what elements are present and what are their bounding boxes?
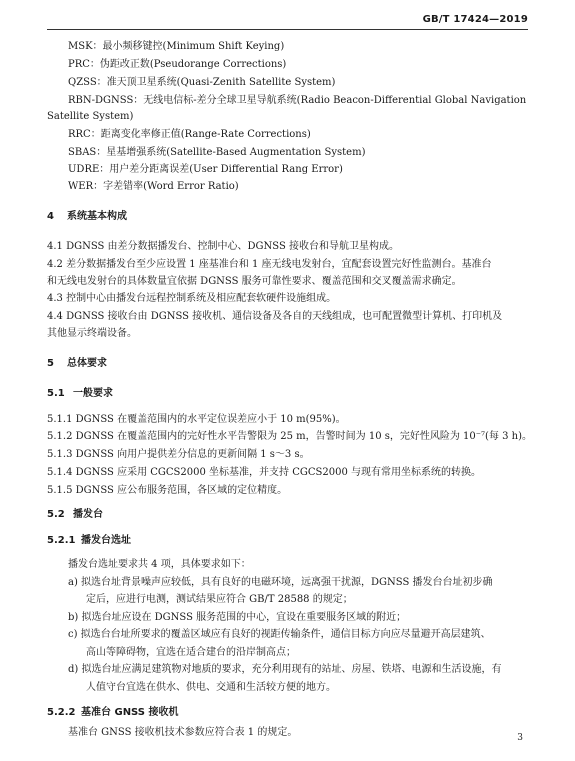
section-5-heading [47, 357, 107, 371]
abbr-rbn-cont: Satellite System) [47, 111, 134, 122]
section-5-1-title: 一般要求 [73, 388, 113, 399]
section-5-2-title: 播发台 [73, 509, 103, 520]
siting-item-d-cont: 人值守台宜选在供水、供电、交通和生活较方便的地方。 [86, 682, 336, 693]
para-5-2-2: 基准台 GNSS 接收机技术参数应符合表 1 的规定。 [68, 727, 298, 738]
siting-item-a-cont: 定后，应进行电测，测试结果应符合 GB/T 28588 的规定； [86, 594, 353, 605]
para-4-4: 4.4 DGNSS 接收台由 DGNSS 接收机、通信设备及各自的天线组成，也可配置微型计算机、打印机及 [47, 311, 503, 322]
section-4-heading [47, 210, 127, 224]
section-5-2-1-number: 5.2.1 [47, 535, 76, 546]
section-5-number: 5 [47, 358, 54, 369]
section-5-2-2-number: 5.2.2 [47, 707, 76, 718]
abbr-sbas: SBAS：星基增强系统(Satellite-Based Augmentation System) [68, 147, 366, 158]
section-5-2-heading [47, 508, 103, 522]
abbr-qzss: QZSS：准天顶卫星系统(Quasi-Zenith Satellite System) [68, 77, 336, 88]
section-5-2-number: 5.2 [47, 509, 65, 520]
para-4-1: 4.1 DGNSS 由差分数据播发台、控制中心、DGNSS 接收台和导航卫星构成。 [47, 241, 400, 252]
section-4-title: 系统基本构成 [67, 211, 127, 222]
req-5-1-4: 5.1.4 DGNSS 应采用 CGCS2000 坐标基准，并支持 CGCS2000 与现有常用坐标系统的转换。 [47, 467, 481, 478]
para-4-2: 4.2 差分数据播发台至少应设置 1 座基准台和 1 座无线电发射台，宜配套设置完好性监测台。基准台 [47, 259, 492, 270]
abbr-udre: UDRE：用户差分距离误差(User Differential Rang Error) [68, 164, 343, 175]
abbr-prc: PRC：伪距改正数(Pseudorange Corrections) [68, 59, 287, 70]
section-5-2-2-heading [47, 706, 179, 720]
section-5-1-heading [47, 387, 113, 401]
standard-number: GB/T 17424—2019 [422, 14, 528, 25]
section-5-1-number: 5.1 [47, 388, 65, 399]
req-5-1-1: 5.1.1 DGNSS 在覆盖范围内的水平定位误差应小于 10 m(95%)。 [47, 414, 346, 425]
abbr-msk: MSK：最小频移键控(Minimum Shift Keying) [68, 41, 285, 52]
siting-item-b: b) 拟选台址应设在 DGNSS 服务范围的中心，宜设在重要服务区域的附近； [68, 612, 407, 623]
para-4-3: 4.3 控制中心由播发台远程控制系统及相应配套软硬件设施组成。 [47, 293, 337, 304]
siting-item-d: d) 拟选台址应满足建筑物对地质的要求，充分利用现有的站址、房屋、铁塔、电源和生活设施，有 [68, 664, 502, 675]
para-4-2-cont: 和无线电发射台的具体数量宜依据 DGNSS 服务可靠性要求、覆盖范围和交叉覆盖需求确定。 [47, 276, 462, 287]
page-number: 3 [517, 733, 523, 743]
section-5-2-2-title: 基准台 GNSS 接收机 [81, 707, 179, 718]
req-5-1-3: 5.1.3 DGNSS 向用户提供差分信息的更新间隔 1 s～3 s。 [47, 449, 310, 460]
siting-intro: 播发台选址要求共 4 项，具体要求如下： [68, 559, 251, 570]
abbr-wer: WER：字差错率(Word Error Ratio) [68, 181, 239, 192]
siting-item-c: c) 拟选台台址所要求的覆盖区域应有良好的视距传输条件，通信目标方向应尽量避开高层建筑、 [68, 629, 491, 640]
section-5-2-1-title: 播发台选址 [81, 535, 131, 546]
siting-item-a: a) 拟选台址背景噪声应较低，具有良好的电磁环境，远离强干扰源，DGNSS 播发台台址初步确 [68, 577, 493, 588]
req-5-1-5: 5.1.5 DGNSS 应公布服务范围，各区域的定位精度。 [47, 485, 288, 496]
section-5-title: 总体要求 [67, 358, 107, 369]
abbr-rrc: RRC：距离变化率修正值(Range-Rate Corrections) [68, 129, 311, 140]
section-5-2-1-heading [47, 534, 131, 548]
section-4-number: 4 [47, 211, 54, 222]
para-4-4-cont: 其他显示终端设备。 [47, 328, 137, 339]
abbr-rbn: RBN-DGNSS：无线电信标-差分全球卫星导航系统(Radio Beacon-Differential Global Navigation [68, 95, 527, 106]
req-5-1-2: 5.1.2 DGNSS 在覆盖范围内的完好性水平告警限为 25 m，告警时间为 10 s，完好性风险为 10⁻⁷(每 3 h)。 [47, 431, 533, 442]
siting-item-c-cont: 高山等障碍物，宜选在适合建台的沿岸制高点； [86, 647, 296, 658]
header-rule [47, 29, 528, 30]
